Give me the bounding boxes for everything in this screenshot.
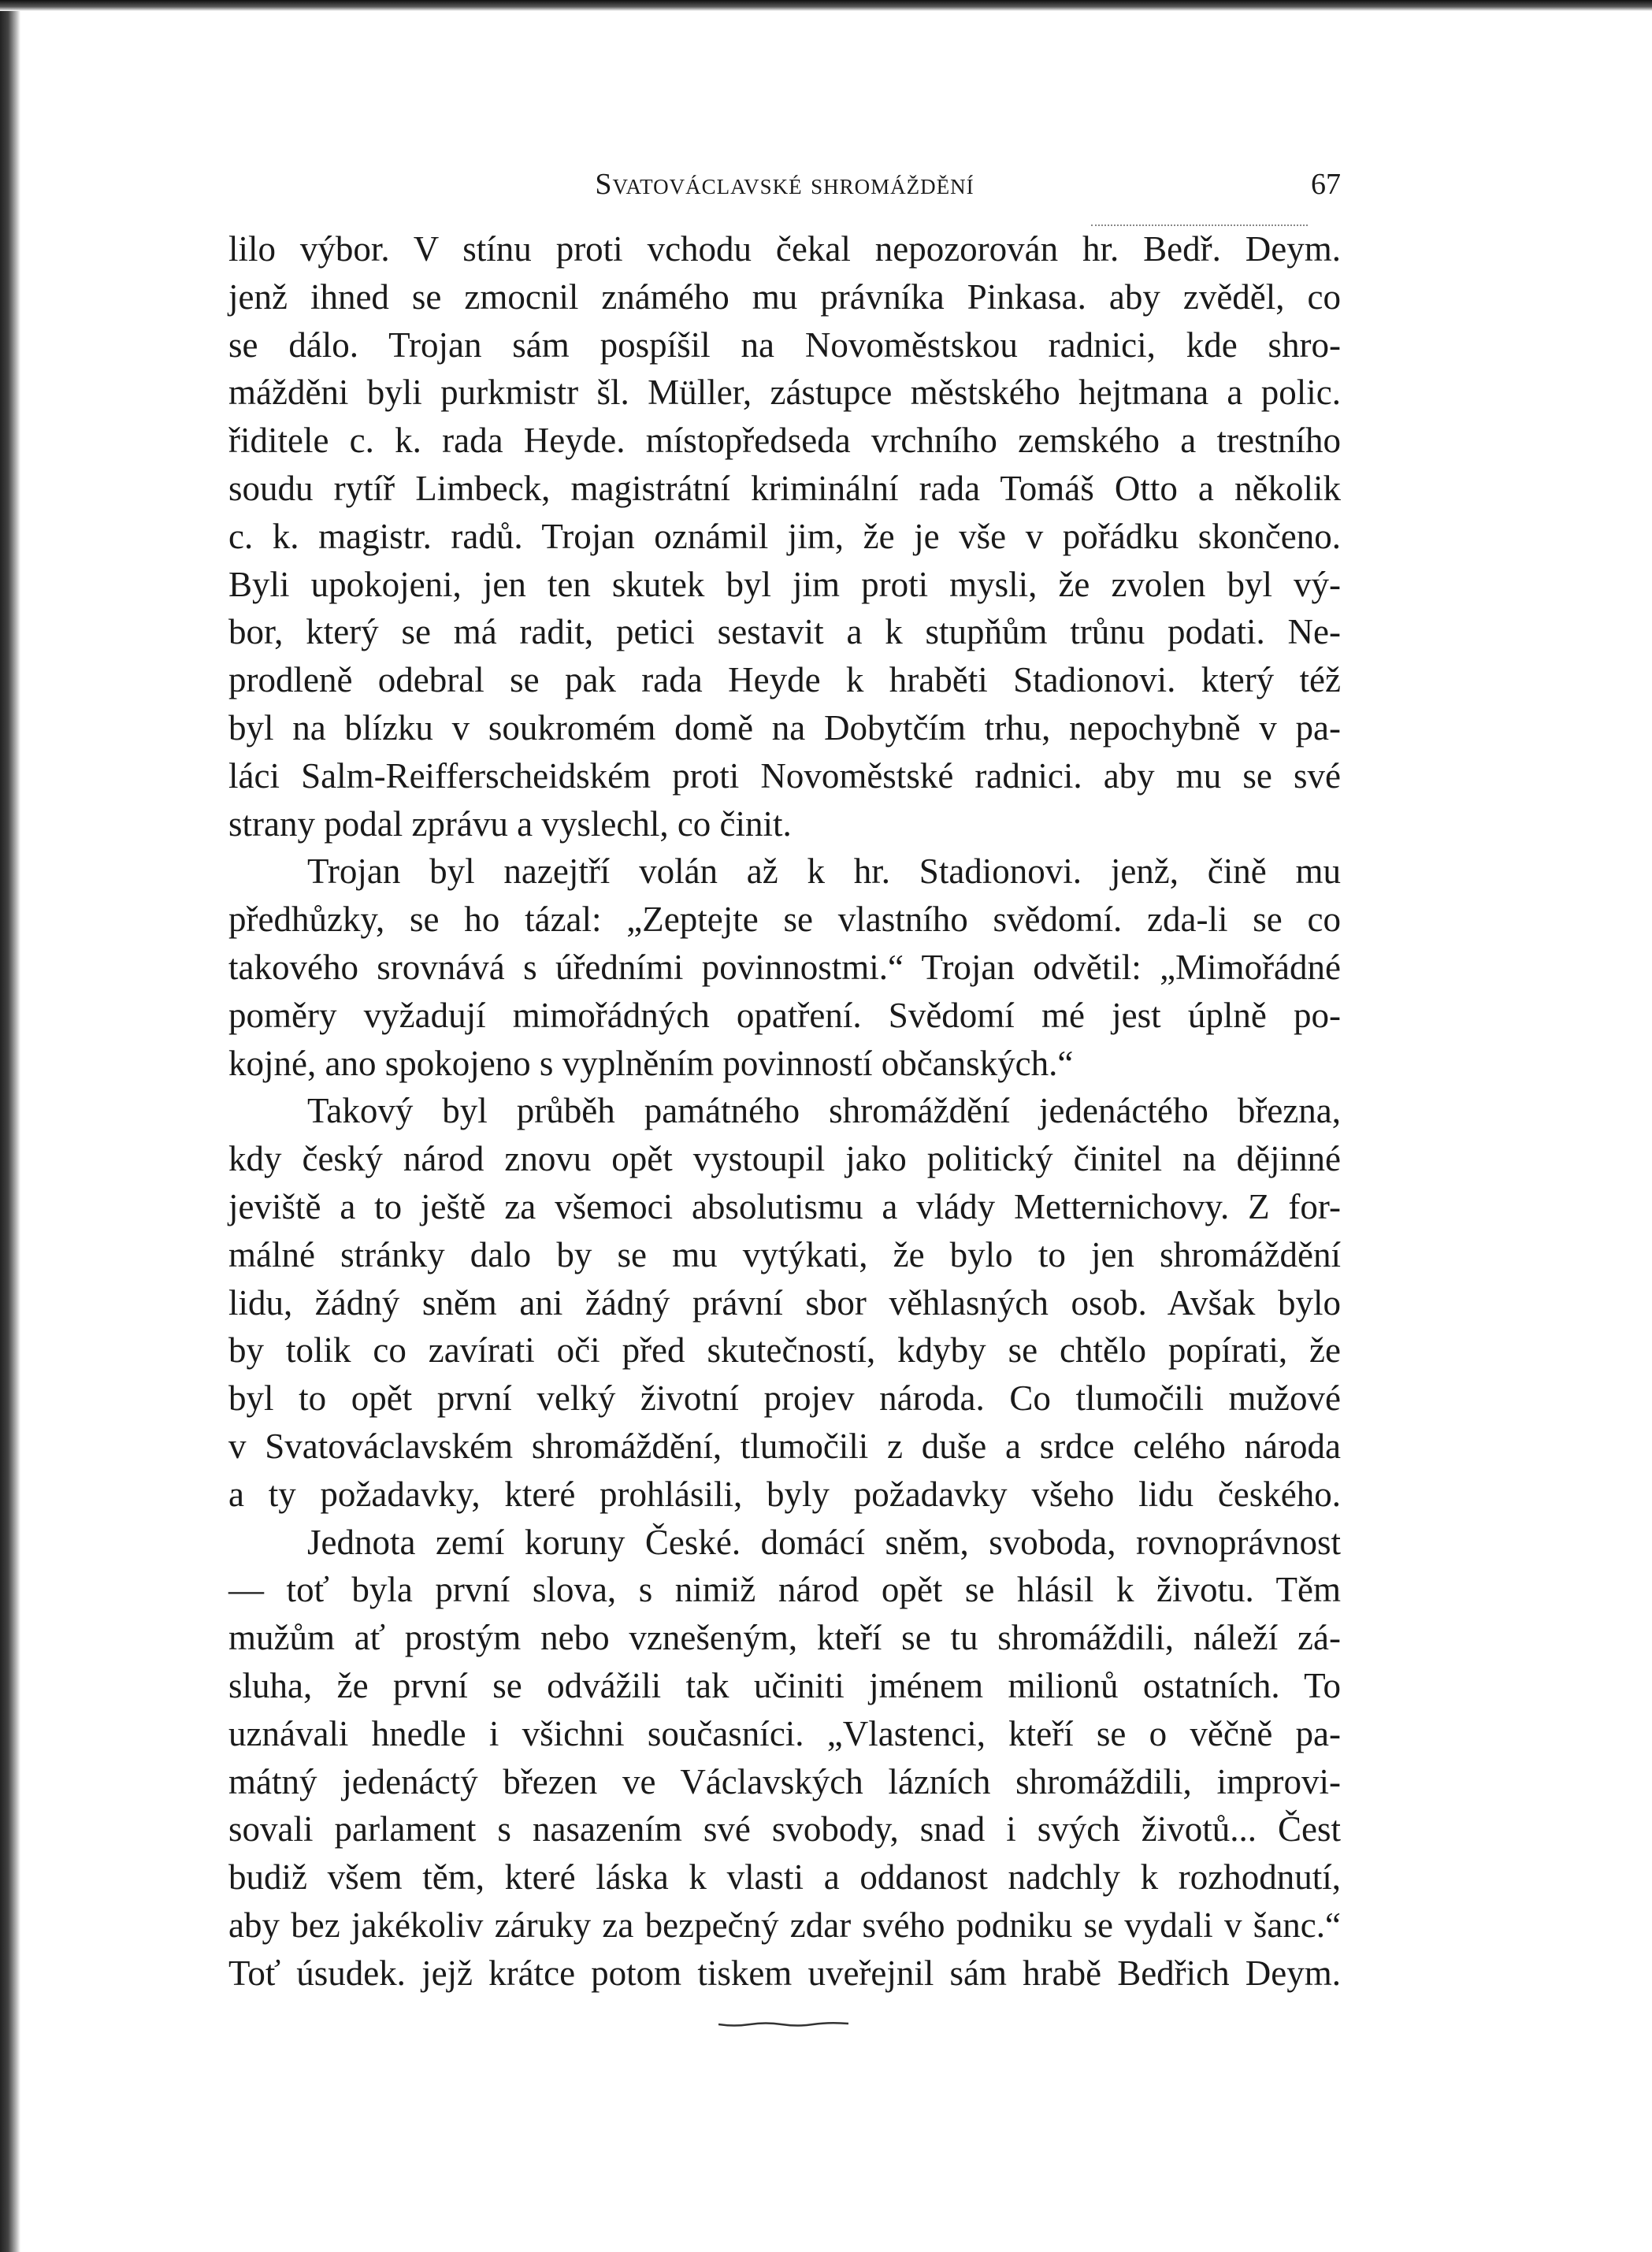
text-line: soudu rytíř Limbeck, magistrátní kriminální rada Tomáš Otto a několik	[228, 468, 1341, 508]
text-line: Trojan byl nazejtří volán až k hr. Stadionovi. jenž, čině mu	[307, 851, 1341, 892]
text-line: by tolik co zavírati oči před skutečností, kdyby se chtělo popírati, že	[228, 1330, 1341, 1371]
text-line: byl na blízku v soukromém domě na Dobytčím trhu, nepochybně v pa-	[228, 707, 1341, 748]
text-line: kdy český národ znovu opět vystoupil jako politický činitel na dějinné	[228, 1139, 1341, 1179]
text-line: málné stránky dalo by se mu vytýkati, že bylo to jen shromáždění	[228, 1234, 1341, 1274]
text-line: Takový byl průběh památného shromáždění jedenáctého března,	[307, 1091, 1341, 1131]
text-line: kojné, ano spokojeno s vyplněním povinností občanských.“	[228, 1043, 1074, 1083]
text-line: byl to opět první velký životní projev národa. Co tlumočili mužové	[228, 1378, 1341, 1419]
body-text	[228, 225, 1341, 1997]
text-line: bor, který se má radit, petici sestavit a k stupňům trůnu podati. Ne-	[228, 612, 1341, 652]
text-line: a ty požadavky, které prohlásili, byly požadavky všeho lidu českého.	[228, 1474, 1341, 1514]
scan-border-left	[0, 0, 20, 2252]
running-title: Svatováclavské shromáždění	[595, 168, 974, 201]
text-line: aby bez jakékoliv záruky za bezpečný zdar svého podniku se vydali v šanc.“	[228, 1905, 1341, 1945]
text-line: mužům ať prostým nebo vznešeným, kteří se tu shromáždili, náleží zá-	[228, 1618, 1341, 1658]
text-line: lilo výbor. V stínu proti vchodu čekal nepozorován hr. Bedř. Deym.	[228, 229, 1341, 269]
text-line: sluha, že první se odvážili tak učiniti jménem milionů ostatních. To	[228, 1665, 1341, 1705]
scan-border-top	[0, 0, 1652, 11]
page-header	[228, 167, 1341, 214]
text-line: se dálo. Trojan sám pospíšil na Novoměstskou radnici, kde shro-	[228, 325, 1341, 365]
text-line: sovali parlament s nasazením své svobody, snad i svých životů... Čest	[228, 1809, 1341, 1849]
text-line: předhůzky, se ho tázal: „Zeptejte se vlastního svědomí. zda-li se co	[228, 900, 1341, 940]
text-line: budiž všem těm, které láska k vlasti a oddanost nadchly k rozhodnutí,	[228, 1857, 1341, 1898]
text-line: — toť byla první slova, s nimiž národ opět se hlásil k životu. Těm	[228, 1570, 1341, 1610]
text-line: strany podal zprávu a vyslechl, co činit.	[228, 803, 792, 844]
text-line: jenž ihned se zmocnil známého mu právníka Pinkasa. aby zvěděl, co	[228, 276, 1341, 317]
text-line: lidu, žádný sněm ani žádný právní sbor věhlasných osob. Avšak bylo	[228, 1282, 1341, 1323]
text-line: jeviště a to ještě za všemoci absolutismu a vlády Metternichovy. Z for-	[228, 1186, 1341, 1226]
text-line: poměry vyžadují mimořádných opatření. Svědomí mé jest úplně po-	[228, 995, 1341, 1035]
text-line: prodleně odebral se pak rada Heyde k hraběti Stadionovi. který též	[228, 660, 1341, 700]
page-number: 67	[1311, 168, 1341, 201]
text-line: takového srovnává s úředními povinnostmi.“ Trojan odvětil: „Mimořádné	[228, 947, 1341, 987]
text-line: řiditele c. k. rada Heyde. místopředseda vrchního zemského a trestního	[228, 421, 1341, 461]
text-line: mážděni byli purkmistr šl. Müller, zástupce městského hejtmana a polic.	[228, 373, 1341, 413]
text-line: Toť úsudek. jejž krátce potom tiskem uveřejnil sám hrabě Bedřich Deym.	[228, 1953, 1341, 1993]
text-line: mátný jedenáctý březen ve Václavských lázních shromáždili, improvi-	[228, 1761, 1341, 1801]
text-line: Byli upokojeni, jen ten skutek byl jim proti mysli, že zvolen byl vý-	[228, 564, 1341, 604]
end-ornament	[718, 2021, 848, 2028]
text-line: uznávali hnedle i všichni současníci. „Vlastenci, kteří se o věčně pa-	[228, 1713, 1341, 1753]
text-line: c. k. magistr. radů. Trojan oznámil jim, že je vše v pořádku skončeno.	[228, 516, 1341, 556]
text-line: láci Salm-Reifferscheidském proti Novoměstské radnici. aby mu se své	[228, 755, 1341, 796]
text-line: v Svatováclavském shromáždění, tlumočili z duše a srdce celého národa	[228, 1426, 1341, 1466]
text-line: Jednota zemí koruny České. domácí sněm, svoboda, rovnoprávnost	[307, 1522, 1341, 1562]
